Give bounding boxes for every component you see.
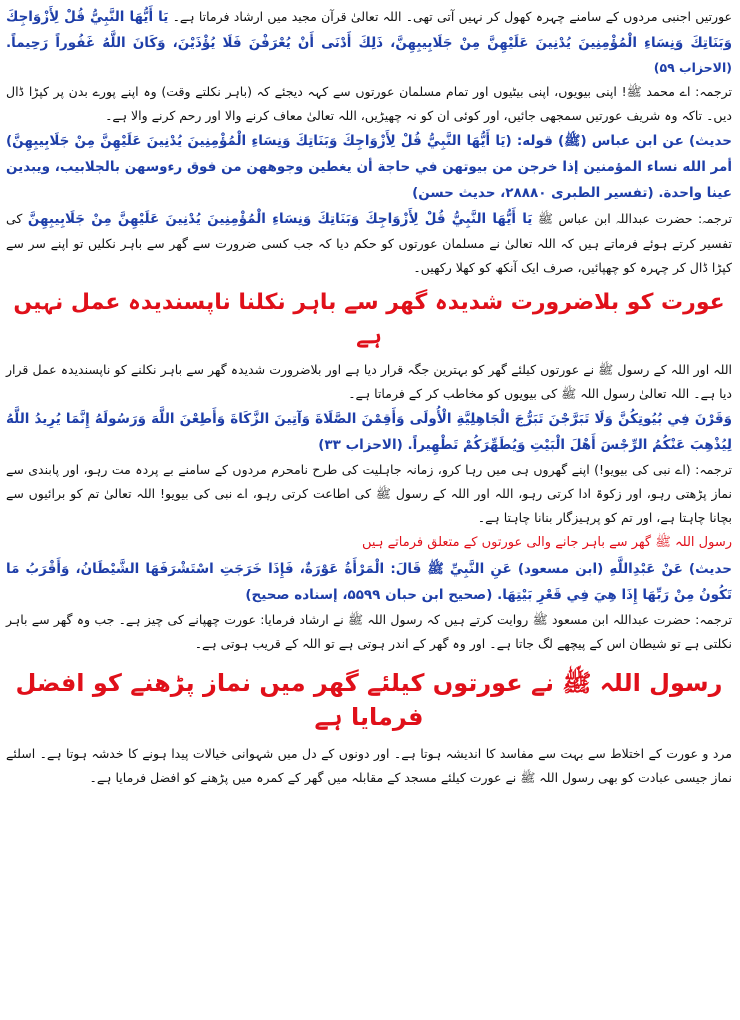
- hadith-masud-lead: حدیث) عَنْ عَبْدِاللَّهِ (ابن مسعود) عَنِ النَّبِيِّ ﷺ قَالَ:: [390, 561, 732, 577]
- hadith-lead: حدیث) عن ابن عباس (ﷺ) قوله:: [516, 133, 733, 149]
- paragraph-intro: [6, 4, 732, 80]
- paragraph-home-best-place: [6, 358, 732, 406]
- intro-urdu-text: عورتیں اجنبی مردوں کے سامنے چہرہ کھول کر نہیں آتی تھی۔ اللہ تعالیٰ قرآن مجید میں ارشاد فرماتا ہے۔: [172, 9, 732, 24]
- translation-ibn-abbas: [6, 206, 732, 280]
- hadith-quran-quote: (يَا أَيُّهَا النَّبِيُّ قُلْ لِأَزْوَاجِكَ وَبَنَاتِكَ وَنِسَاءِ الْمُؤْمِنِينَ يُدْنِينَ عَلَيْهِنَّ مِنْ جَلَابِيبِهِنَّ): [6, 133, 512, 149]
- subheading-women-going-out: رسول اللہ ﷺ گھر سے باہر جانے والی عورتوں کے متعلق فرماتے ہیں: [362, 535, 732, 550]
- hadith-body: أمر الله نساء المؤمنين إذا خرجن من بيوتهن في حاجة أن يغطين وجوههن من فوق رءوسهن بالجلابيب، ويبدين عينا واحدة.: [6, 159, 732, 201]
- verse-reference: (الاحزاب ۵۹): [653, 60, 732, 75]
- translation-ibn-masud: ترجمہ: حضرت عبداللہ ابن مسعود ﷺ روایت کرتے ہیں کہ رسول اللہ ﷺ نے ارشاد فرمایا: عورت چھپانے کی چیز ہے۔ جب وہ گھر سے باہر نکلتی ہے تو شیطان اس کے پیچھے لگ جاتا ہے۔ اور وہ گھر کے اندر ہوتی ہے تو اللہ کے قریب ہوتی ہے۔: [6, 612, 732, 651]
- hadith-reference: (تفسير الطبرى ۲۸۸۸۰، حديث حسن): [412, 185, 654, 201]
- hadith-ibn-masud: [6, 556, 732, 608]
- hadith-masud-body: الْمَرْأَةُ عَوْرَةٌ، فَإِذَا خَرَجَتِ اسْتَشْرَفَهَا الشَّيْطَانُ، وَأَقْرَبُ مَا تَكُونُ مِنْ رَبِّهَا إِذَا هِيَ فِي قَعْرِ بَيْتِهَا.: [6, 561, 732, 603]
- verse-33-reference: (الاحزاب ۳۳): [318, 437, 403, 453]
- section-heading-prayer-at-home: رسول اللہ ﷺ نے عورتوں کیلئے گھر میں نماز پڑھنے کو افضل فرمایا ہے: [15, 669, 723, 731]
- translation-body: کی تفسیر کرتے ہوئے فرماتے ہیں کہ اللہ تعالیٰ نے مسلمان عورتوں کو حکم دیا کہ جب کسی ضرورت سے گھر سے باہر نکلیں تو اپنے سر سے کپڑا ڈال کر چہرہ کو چھپائیں، صرف ایک آنکھ کو کھلا رکھیں۔: [6, 211, 732, 275]
- verse-33-text: وَقَرْنَ فِي بُيُوتِكُنَّ وَلَا تَبَرَّجْنَ تَبَرُّجَ الْجَاهِلِيَّةِ الْأُولَى وَأَقِمْنَ الصَّلَاةَ وَآتِينَ الزَّكَاةَ وَأَطِعْنَ اللَّهَ وَرَسُولَهُ إِنَّمَا يُرِيدُ اللَّهُ لِيُذْهِبَ عَنْكُمُ الرِّجْسَ أَهْلَ الْبَيْتِ وَيُطَهِّرَكُمْ تَطْهِيراً.: [6, 411, 732, 453]
- translation-ahzab-59: ترجمہ: اے محمد ﷺ! اپنی بیویوں، اپنی بیٹیوں اور تمام مسلمان عورتوں سے کہہ دیجئے کہ (باہر نکلتے وقت) وہ اپنے پورے بدن پر کپڑا ڈال دیں۔ تاکہ وہ شریف عورتیں سمجھی جائیں، اور کوئی ان کو نہ چھیڑیں، اللہ تعالیٰ معاف کرنے والا اور رحم کرنے والا ہے۔: [6, 84, 732, 123]
- paragraph-prayer-at-home: مرد و عورت کے اختلاط سے بہت سے مفاسد کا اندیشہ ہوتا ہے۔ اور دونوں کے دل میں شہوانی خیالات پیدا ہونے کا خدشہ ہوتا ہے۔ اسلئے نماز جیسی عبادت کو بھی رسول اللہ ﷺ نے عورت کیلئے مسجد کے مقابلہ میں گھر کے کمرہ میں پڑھنے کو افضل فرمایا ہے۔: [6, 746, 732, 785]
- translation-quran-quote: يَا أَيُّهَا النَّبِيُّ قُلْ لِأَزْوَاجِكَ وَبَنَاتِكَ وَنِسَاءِ الْمُؤْمِنِينَ يُدْنِينَ عَلَيْهِنَّ مِنْ جَلَابِيبِهِنَّ: [27, 211, 533, 227]
- hadith-ibn-abbas: [6, 128, 732, 206]
- hadith-masud-reference: (صحیح ابن حبان ۵۵۹۹، إسناده صحيح): [245, 587, 493, 603]
- translation-ahzab-33: ترجمہ: (اے نبی کی بیویو!) اپنے گھروں ہی میں رہا کرو، زمانہ جاہلیت کی طرح نامحرم مردوں کے سامنے بے پردہ مت رہو، اور پابندی سے نماز پڑھتی رہو، اور زکوۃ ادا کرتی رہو، اللہ اور اللہ کے رسول ﷺ کی اطاعت کرتی رہو، اے نبی کی بیویو! اللہ تعالیٰ تم کو برائیوں سے بچانا چاہتا ہے، اور تم کو پرہیزگار بنانا چاہتا ہے۔: [6, 462, 732, 525]
- translation-lead: ترجمہ: حضرت عبداللہ ابن عباس ﷺ: [537, 211, 732, 226]
- section-heading-leaving-home: عورت کو بلاضرورت شدیدہ گھر سے باہر نکلنا ناپسندیدہ عمل نہیں ہے: [13, 290, 725, 349]
- quran-verse-ahzab-59: يَا أَيُّهَا النَّبِيُّ قُلْ لِأَزْوَاجِكَ وَبَنَاتِكَ وَنِسَاءِ الْمُؤْمِنِينَ يُدْنِينَ عَلَيْهِنَّ مِنْ جَلَابِيبِهِنَّ، ذَلِكَ أَدْنَى أَنْ يُعْرَفْنَ فَلَا يُؤْذَيْنَ، وَكَانَ اللَّهُ غَفُوراً رَحِيماً.: [6, 9, 732, 51]
- quran-verse-ahzab-33: [6, 406, 732, 458]
- home-best-place-text: اللہ اور اللہ کے رسول ﷺ نے عورتوں کیلئے گھر کو بہترین جگہ قرار دیا ہے اور بلاضرورت شدیدہ گھر سے باہر نکلنے کو ناپسندیدہ عمل قرار دیا ہے۔ اللہ تعالیٰ رسول اللہ ﷺ کی بیویوں کو مخاطب کر کے فرماتا ہے۔: [6, 362, 732, 401]
